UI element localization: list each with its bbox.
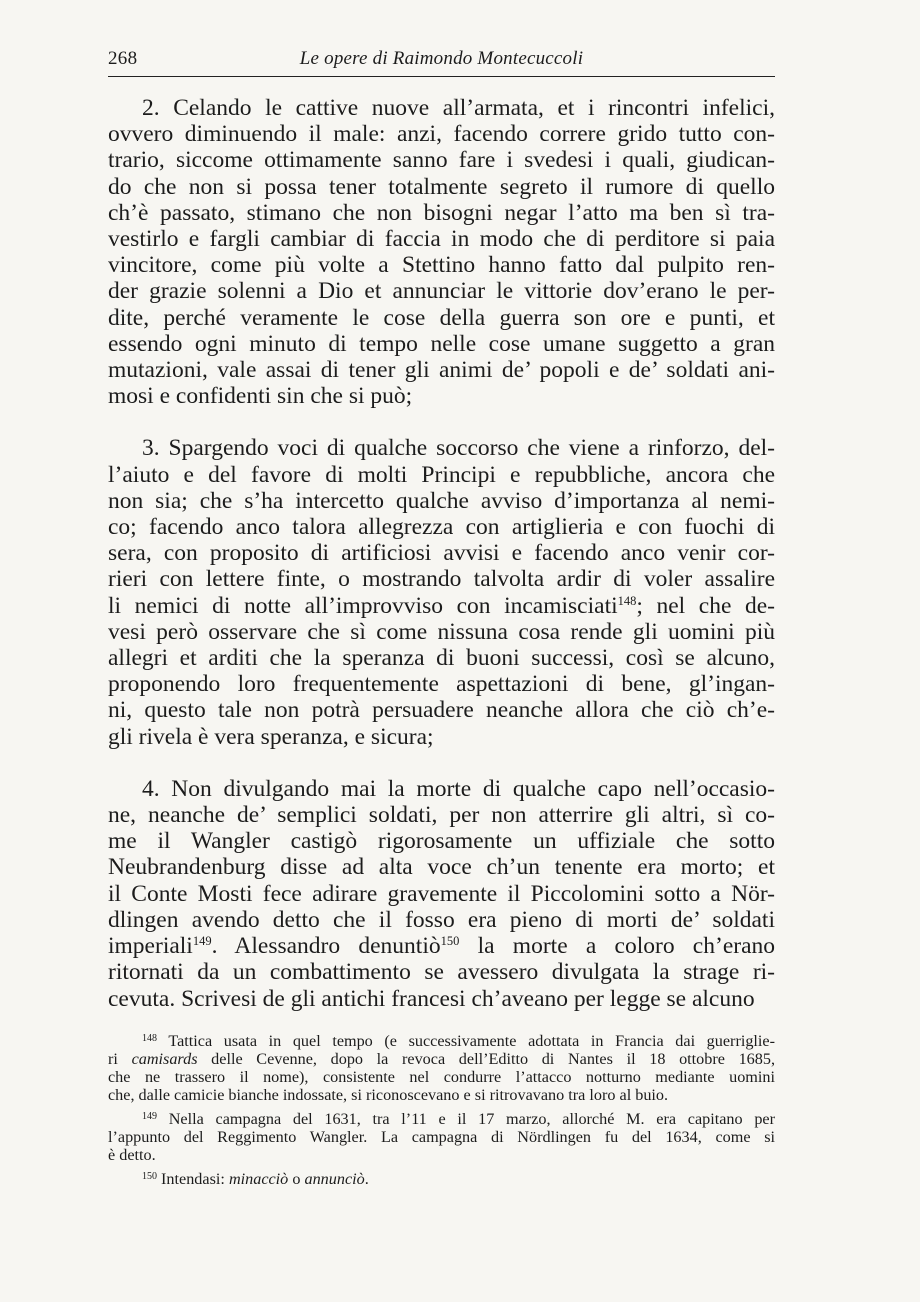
text-line: gli rivela è vera speranza, e sicura;	[108, 723, 434, 750]
text-line: dite, perché veramente le cose della guerra son ore e punti, et	[108, 304, 775, 331]
italic-term: camisards	[131, 1050, 198, 1068]
text-line: 2. Celando le cattive nuove all’armata, et i rincontri infelici,	[142, 95, 775, 121]
footnote-line: che ne trassero il nome), consistente nel condurre l’attacco notturno mediante uomini	[108, 1068, 775, 1086]
footnote-line: che, dalle camicie bianche indossate, si riconoscevano e si ritrovavano tra loro al buio.	[108, 1086, 669, 1104]
footnote-marker: 150	[440, 934, 460, 949]
text-line: ne, neanche de’ semplici soldati, per non atterrire gli altri, sì co-	[108, 802, 775, 829]
text-line: li nemici di notte all’improvviso con incamisciati$^{148}$; nel che de-	[108, 592, 776, 619]
text-line: dlingen avendo detto che il fosso era pieno di morti de’ soldati	[108, 906, 775, 933]
text-line: non sia; che s’ha intercetto qualche avviso d’importanza al nemi-	[108, 487, 775, 514]
footnote-number: 149	[142, 1111, 157, 1122]
text-line: ni, questo tale non potrà persuadere neanche allora che ciò ch’e-	[108, 697, 775, 724]
text-line: l’aiuto e del favore di molti Principi e repubbliche, ancora che	[108, 461, 775, 488]
body-text	[108, 95, 775, 1038]
text-line: vestirlo e fargli cambiar di faccia in modo che di perditore si paia	[108, 226, 775, 253]
running-title: Le opere di Raimondo Montecuccoli	[299, 48, 584, 69]
text-line: proponendo loro frequentemente aspettazioni di bene, gl’ingan-	[108, 671, 775, 698]
text-line: 4. Non divulgando mai la morte di qualche capo nell’occasio-	[142, 775, 775, 802]
paragraph	[108, 95, 775, 409]
footnote-line: è detto.	[108, 1146, 156, 1164]
footnote	[108, 1110, 775, 1164]
text-line: allegri et arditi che la speranza di buoni successi, così se alcuno,	[108, 645, 775, 672]
text-line: rieri con lettere finte, o mostrando talvolta ardir di voler assalire	[108, 566, 775, 593]
text-line: mutazioni, vale assai di tener gli animi de’ popoli e de’ soldati ani-	[108, 357, 775, 384]
text-line: mosi e confidenti sin che si può;	[108, 383, 413, 410]
text-line: sera, con proposito di artificiosi avvisi e facendo anco venir cor-	[108, 540, 775, 567]
footnote-line: l’appunto del Reggimento Wangler. La campagna di Nördlingen fu del 1634, come si	[108, 1128, 775, 1146]
footnote	[108, 1032, 775, 1104]
text-line: cevuta. Scrivesi de gli antichi francesi ch’aveano per legge se alcuno	[108, 985, 755, 1012]
footnote-marker: 149	[192, 934, 212, 949]
text-line: il Conte Mosti fece adirare gravemente il Piccolomini sotto a Nör-	[108, 880, 775, 907]
footnote-line: ri camisards delle Cevenne, dopo la revoca dell’Editto di Nantes il 18 ottobre 1685,	[108, 1050, 776, 1068]
text-line: trario, siccome ottimamente sanno fare i svedesi i quali, giudican-	[108, 147, 775, 174]
paragraph	[108, 435, 775, 749]
footnote-number: 150	[142, 1171, 157, 1182]
footnotes	[108, 1032, 775, 1194]
text-line: essendo ogni minuto di tempo nelle cose umane suggetto a gran	[108, 330, 775, 357]
text-line: der grazie solenni a Dio et annunciar le vittorie dov’erano le per-	[108, 278, 775, 305]
text-line: me il Wangler castigò rigorosamente un uffiziale che sotto	[108, 828, 775, 855]
text-line: Neubrandenburg disse ad alta voce ch’un tenente era morto; et	[108, 854, 775, 881]
text-line: ritornati da un combattimento se avessero divulgata la strage ri-	[108, 959, 775, 986]
footnote-line: $^{148}$ Tattica usata in quel tempo (e successivamente adottata in Francia dai guerriglie-	[142, 1032, 775, 1050]
italic-term: minacciò	[228, 1170, 289, 1188]
footnote	[108, 1170, 775, 1188]
text-line: co; facendo anco talora allegrezza con artiglieria e con fuochi di	[108, 514, 775, 541]
text-line: imperiali$^{149}$. Alessandro denuntiò$^{150}$ la morte a coloro ch’erano	[108, 933, 776, 960]
page-header	[108, 46, 775, 77]
italic-term: annunciò	[304, 1170, 365, 1188]
text-line: 3. Spargendo voci di qualche soccorso che viene a rinforzo, del-	[142, 435, 775, 462]
page-number: 268	[108, 48, 138, 69]
footnote-line: $^{149}$ Nella campagna del 1631, tra l’11 e il 17 marzo, allorché M. era capitano per	[142, 1110, 775, 1128]
footnote-marker: 148	[617, 593, 637, 608]
text-line: vincitore, come più volte a Stettino hanno fatto dal pulpito ren-	[108, 252, 775, 279]
text-line: do che non si possa tener totalmente segreto il rumore di quello	[108, 173, 775, 200]
paragraph	[108, 776, 775, 1012]
text-line: ch’è passato, stimano che non bisogni negar l’atto ma ben sì tra-	[108, 199, 775, 226]
footnote-line: $^{150}$ Intendasi: minacciò o annunciò.	[142, 1170, 369, 1188]
text-line: ovvero diminuendo il male: anzi, facendo correre grido tutto con-	[108, 121, 775, 148]
footnote-number: 148	[142, 1033, 157, 1044]
text-line: vesi però osservare che sì come nissuna cosa rende gli uomini più	[108, 618, 775, 645]
